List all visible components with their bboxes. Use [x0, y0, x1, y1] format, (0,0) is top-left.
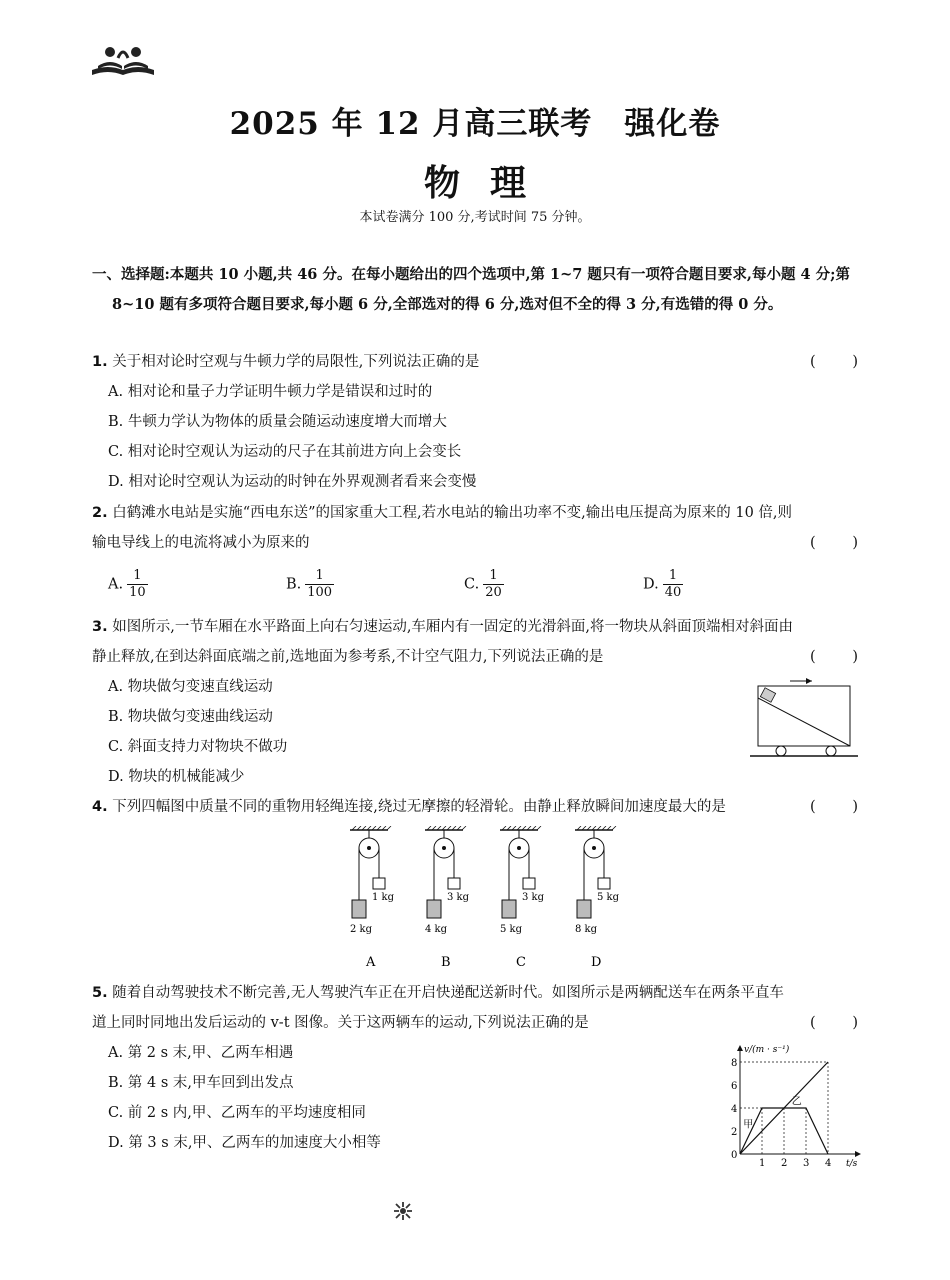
- series-yi-label: 乙: [791, 1096, 802, 1108]
- heavy-mass-label: 4 kg: [425, 924, 448, 935]
- footer-ornament-icon: [390, 1200, 416, 1222]
- answer-bracket: ( ): [810, 535, 858, 551]
- light-mass: [523, 878, 535, 889]
- heavy-mass: [502, 900, 516, 918]
- question-1: [92, 347, 868, 377]
- subject-title: 物理: [423, 162, 556, 204]
- answer-bracket: ( ): [810, 799, 858, 815]
- figure-label: A: [366, 955, 376, 970]
- answer-bracket: ( ): [810, 1015, 858, 1031]
- y-tick-label: 2: [731, 1127, 738, 1138]
- vt-graph: [728, 1040, 868, 1170]
- option-d: D. 物块的机械能减少: [108, 769, 245, 785]
- question-3: [92, 612, 868, 672]
- question-stem: 随着自动驾驶技术不断完善,无人驾驶汽车正在开启快递配送新时代。如图所示是两辆配送车在两条平直车道上同时同地出发后运动的 v-t 图像。关于这两辆车的运动,下列说法正确的是: [92, 985, 784, 1031]
- y-tick-label: 4: [731, 1104, 738, 1115]
- section-instructions: 一、选择题:本题共 10 小题,共 46 分。在每小题给出的四个选项中,第 1~7 题只有一项符合题目要求,每小题 4 分;第 8~10 题有多项符合题目要求,每小题 6 分,全部选对的得 6 分,选对但不全的得 3 分,有选错的得 0 分。: [92, 266, 851, 313]
- y-axis-label: v/(m · s⁻¹): [744, 1045, 790, 1055]
- answer-bracket: ( ): [810, 649, 858, 665]
- question-stem: 白鹤滩水电站是实施“西电东送”的国家重大工程,若水电站的输出功率不变,输出电压提高为原来的 10 倍,则输电导线上的电流将减小为原来的: [92, 505, 793, 551]
- option-a: A. 物块做匀变速直线运动: [108, 679, 273, 695]
- light-mass: [373, 878, 385, 889]
- exam-note: 本试卷满分 100 分,考试时间 75 分钟。: [359, 210, 591, 225]
- question-number: 2.: [92, 505, 108, 521]
- option-c: C. 斜面支持力对物块不做功: [108, 739, 288, 755]
- y-tick-label: 6: [731, 1081, 738, 1092]
- option-c: C. 前 2 s 内,甲、乙两车的平均速度相同: [108, 1105, 366, 1121]
- question-stem: 下列四幅图中质量不同的重物用轻绳连接,绕过无摩擦的轻滑轮。由静止释放瞬间加速度最大的是: [112, 799, 726, 815]
- option-c: C. 相对论时空观认为运动的尺子在其前进方向上会变长: [108, 444, 462, 460]
- heavy-mass: [577, 900, 591, 918]
- series-jia-label: 甲: [743, 1119, 754, 1131]
- heavy-mass-label: 2 kg: [350, 924, 373, 935]
- option-d: D. 相对论时空观认为运动的时钟在外界观测者看来会变慢: [108, 474, 477, 490]
- option-a: A. $\frac{1}{10}$: [108, 568, 146, 600]
- question-2: [92, 498, 868, 558]
- pulley-system-c: [500, 826, 545, 970]
- option-b: B. 第 4 s 末,甲车回到出发点: [108, 1075, 294, 1091]
- figure-label: C: [516, 955, 526, 970]
- light-mass-label: 3 kg: [522, 892, 545, 903]
- light-mass: [598, 878, 610, 889]
- heavy-mass: [427, 900, 441, 918]
- option-c: C. $\frac{1}{20}$: [464, 568, 502, 600]
- figure-label: D: [591, 955, 602, 970]
- heavy-mass: [352, 900, 366, 918]
- pulley-system-d: [575, 826, 620, 970]
- question-number: 1.: [92, 354, 108, 370]
- answer-bracket: ( ): [810, 354, 858, 370]
- pulley-figures: [340, 826, 640, 976]
- option-a: A. 第 2 s 末,甲、乙两车相遇: [108, 1045, 294, 1061]
- light-mass-label: 1 kg: [372, 892, 395, 903]
- heavy-mass-label: 5 kg: [500, 924, 523, 935]
- option-d: D. 第 3 s 末,甲、乙两车的加速度大小相等: [108, 1135, 381, 1151]
- option-b: B. 物块做匀变速曲线运动: [108, 709, 273, 725]
- x-tick-label: 3: [803, 1158, 810, 1169]
- question-5: [92, 978, 868, 1038]
- origin-label: 0: [731, 1150, 738, 1161]
- question-number: 4.: [92, 799, 108, 815]
- question-4: [92, 792, 868, 822]
- x-tick-label: 4: [825, 1158, 832, 1169]
- figure-label: B: [441, 955, 451, 970]
- question-number: 3.: [92, 619, 108, 635]
- option-a: A. 相对论和量子力学证明牛顿力学是错误和过时的: [108, 384, 433, 400]
- exam-title: 2025 年 12 月高三联考 强化卷: [229, 106, 721, 142]
- x-tick-label: 1: [759, 1158, 766, 1169]
- pulley-system-b: [425, 826, 470, 970]
- light-mass: [448, 878, 460, 889]
- x-tick-label: 2: [781, 1158, 788, 1169]
- carriage-incline-figure: [748, 676, 860, 760]
- option-d: D. $\frac{1}{40}$: [643, 568, 682, 600]
- option-b: B. $\frac{1}{100}$: [286, 568, 333, 600]
- pulley-system-a: [350, 826, 395, 970]
- x-axis-label: t/s: [846, 1159, 858, 1169]
- series-jia-line: [740, 1108, 828, 1154]
- light-mass-label: 5 kg: [597, 892, 620, 903]
- light-mass-label: 3 kg: [447, 892, 470, 903]
- y-tick-label: 8: [731, 1058, 738, 1069]
- heavy-mass-label: 8 kg: [575, 924, 598, 935]
- question-number: 5.: [92, 985, 108, 1001]
- question-stem: 如图所示,一节车厢在水平路面上向右匀速运动,车厢内有一固定的光滑斜面,将一物块从斜面顶端相对斜面由静止释放,在到达斜面底端之前,选地面为参考系,不计空气阻力,下列说法正确的是: [92, 619, 794, 665]
- option-b: B. 牛顿力学认为物体的质量会随运动速度增大而增大: [108, 414, 447, 430]
- question-stem: 关于相对论时空观与牛顿力学的局限性,下列说法正确的是: [112, 354, 480, 370]
- publisher-logo-icon: [88, 42, 158, 76]
